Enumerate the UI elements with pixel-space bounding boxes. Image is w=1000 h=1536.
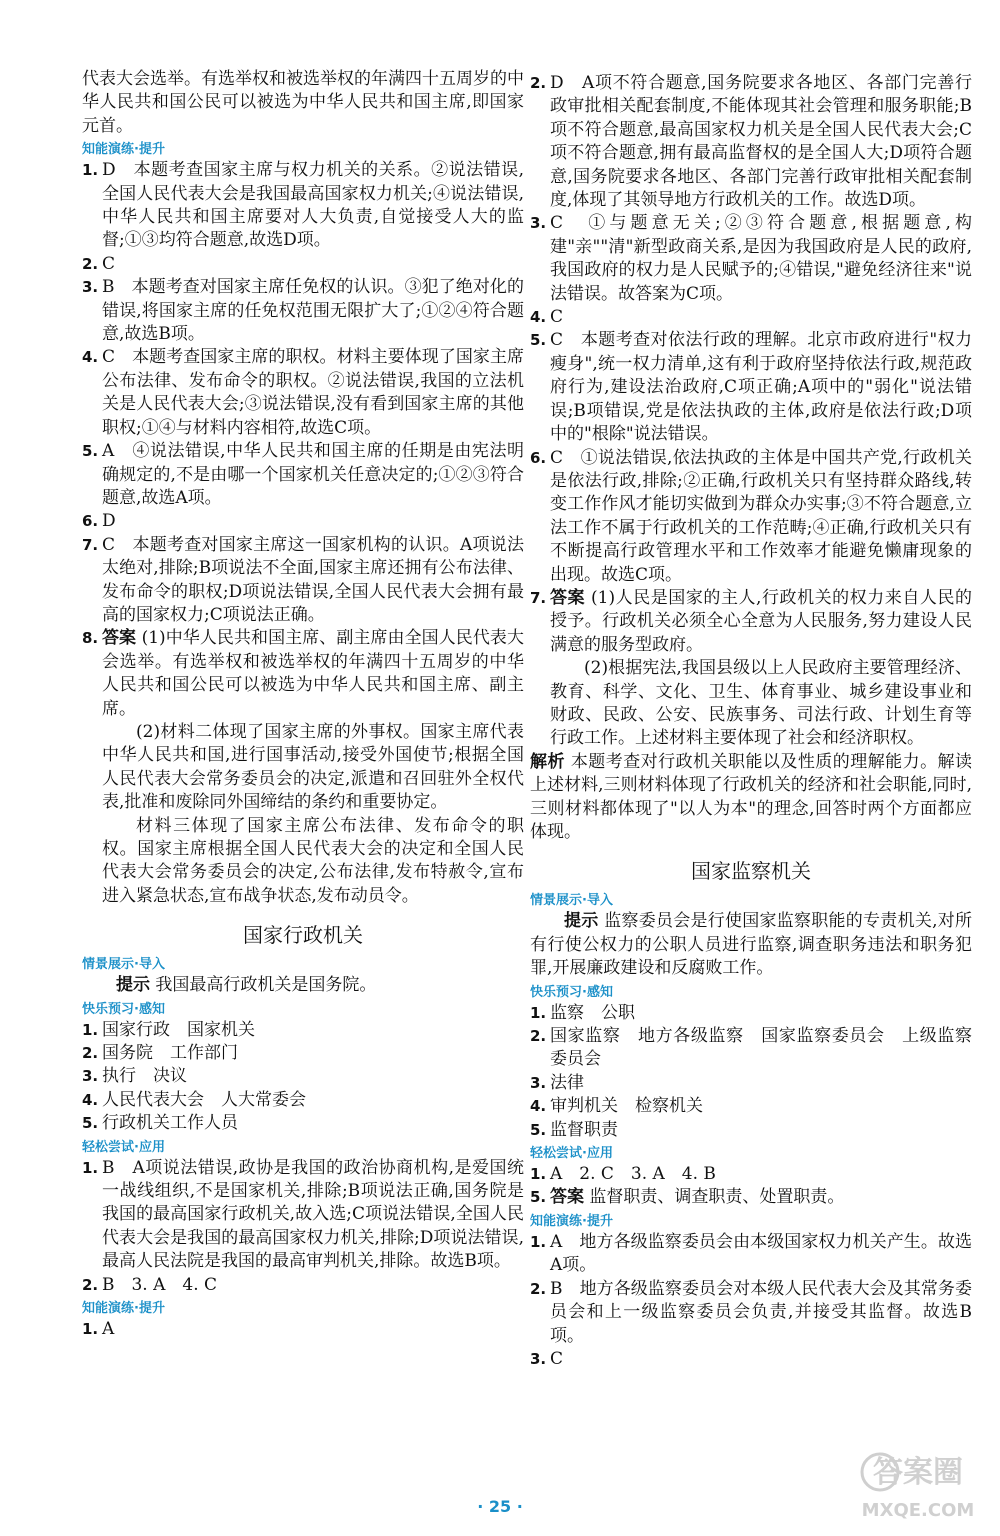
item-number: 1. (82, 1320, 99, 1339)
answer-item (82, 440, 524, 510)
page-number: · 25 · (477, 1497, 523, 1516)
answer-item (82, 1065, 524, 1088)
item-text: 国家行政 国家机关 (102, 1019, 255, 1040)
section-tag: 轻松尝试·应用 (530, 1146, 613, 1162)
answer-list (82, 1318, 524, 1341)
section-title: 国家监察机关 (691, 859, 811, 884)
answer-paragraph: (2)材料二体现了国家主席的外事权。国家主席代表中华人民共和国,进行国事活动,接受外国使节;根据全国人民代表大会常务委员会的决定,派遣和召回驻外全权代表,批准和废除同外国缔结的条约和重要协定。 (102, 721, 524, 813)
item-number: 1. (82, 1158, 99, 1177)
answer-item-5 (530, 1186, 972, 1209)
answer-item (530, 447, 972, 587)
hint-label: 提示 (116, 975, 150, 996)
answer-item (82, 346, 524, 440)
item-number: 7. (82, 535, 99, 554)
section-tag: 快乐预习·感知 (82, 1001, 165, 1017)
item-number: 4. (530, 308, 547, 327)
item-text: C 本题考查国家主席的职权。材料主要体现了国家主席公布法律、发布命令的职权。②说法错误,我国的立法机关是人民代表大会;③说法错误,没有看到国家主席的其他职权;①④与材料内容相符,故选C项。 (102, 347, 524, 438)
hint-text: 我国最高行政机关是国务院。 (155, 975, 377, 996)
answer-text: 监督职责、调查职责、处置职责。 (589, 1187, 845, 1208)
item-text: A 地方各级监察委员会由本级国家权力机关产生。故选A项。 (550, 1231, 972, 1276)
answer-item (82, 1112, 524, 1135)
item-text: C 本题考查对国家主席这一国家机构的认识。A项说法太绝对,排除;B项说法不全面,国家主席还拥有公布法律、发布命令的职权;D项说法错误,全国人民代表大会拥有最高的国家权力;C项说法正确。 (102, 534, 524, 625)
item-number: 5. (530, 1188, 547, 1207)
answer-item (530, 1002, 972, 1025)
answer-item (82, 1089, 524, 1112)
item-number: 4. (82, 348, 99, 367)
item-number: 2. (530, 1027, 547, 1046)
item-number: 5. (530, 1120, 547, 1139)
item-text: C ①与题意无关;②③符合题意,根据题意,构建"亲""清"新型政商关系,是因为我国政府是人民的政府,我国政府的权力是人民赋予的;④错误,"避免经济往来"说法错误。故答案为C项。 (550, 213, 972, 304)
item-text: 行政机关工作人员 (102, 1113, 238, 1134)
answer-list (530, 1231, 972, 1371)
answer-item (82, 1274, 524, 1297)
answer-item (530, 306, 972, 329)
hint-paragraph (82, 974, 524, 997)
answer-item (530, 1348, 972, 1371)
answer-item (530, 1095, 972, 1118)
item-text: C (550, 1348, 564, 1369)
item-text: B A项说法错误,政协是我国的政治协商机构,是爱国统一战线组织,不是国家机关,排除;B项说法正确,国务院是我国的最高国家行政机关,故入选;C项说法错误,全国人民代表大会是我国的最高国家权力机关,排除;D项说法错误,最高人民法院是我国的最高审判机关,排除。故选B项。 (102, 1157, 524, 1272)
answer-item (82, 1019, 524, 1042)
answer-list (530, 1002, 972, 1142)
item-text: B 3. A 4. C (102, 1274, 218, 1295)
item-text: C 本题考查对依法行政的理解。北京市政府进行"权力瘦身",统一权力清单,这有利于政府坚持依法行政,规范政府行为,建设法治政府,C项正确;A项中的"弱化"说法错误;B项错误,党是依法执政的主体,政府是依法行政;D项中的"根除"说法错误。 (550, 330, 972, 445)
item-text: A ④说法错误,中华人民共和国主席的任期是由宪法明确规定的,不是由哪一个国家机关任意决定的;①②③符合题意,故选A项。 (102, 441, 524, 508)
item-number: 8. (82, 629, 99, 648)
hint-text: 监察委员会是行使国家监察职能的专责机关,对所有行使公权力的公职人员进行监察,调查职务违法和职务犯罪,开展廉政建设和反腐败工作。 (530, 911, 973, 979)
item-text: C ①说法错误,依法执政的主体是中国共产党,行政机关是依法行政,排除;②正确,行政机关只有坚持群众路线,转变工作作风才能切实做到为群众办实事;③不符合题意,立法工作不属于行政机关的工作范畴;④正确,行政机关只有不断提高行政管理水平和工作效率才能避免懒庸现象的出现。故选C项。 (550, 447, 972, 585)
answer-item (82, 276, 524, 346)
answer-item (530, 1072, 972, 1095)
answer-item-8 (82, 627, 524, 721)
answer-item (530, 212, 972, 306)
answer-paragraph: (2)根据宪法,我国县级以上人民政府主要管理经济、教育、科学、文化、卫生、体育事业、城乡建设事业和财政、民政、公安、民族事务、司法行政、计划生育等行政工作。上述材料主要体现了社会和经济职权。 (550, 658, 972, 749)
answer-item (530, 1163, 972, 1186)
answer-item (530, 329, 972, 446)
item-number: 3. (82, 278, 99, 297)
answer-text: (1)中华人民共和国主席、副主席由全国人民代表大会选举。有选举权和被选举权的年满四十五周岁的中华人民共和国公民可以被选为中华人民共和国主席、副主席。 (102, 628, 524, 719)
item-number: 3. (530, 214, 547, 233)
item-text: 法律 (550, 1072, 584, 1093)
answer-item (530, 1119, 972, 1142)
item-number: 4. (530, 1097, 547, 1116)
answer-label: 答案 (550, 587, 586, 608)
answer-list (82, 1019, 524, 1136)
watermark-logo (858, 1442, 978, 1526)
section-tag: 知能演练·提升 (82, 1301, 165, 1317)
item-number: 5. (82, 442, 99, 461)
answer-list (82, 1157, 524, 1297)
section-tag: 情景展示·导入 (82, 957, 165, 973)
answer-item-7 (530, 587, 972, 657)
item-text: 人民代表大会 人大常委会 (102, 1089, 306, 1110)
answer-item (82, 1157, 524, 1274)
answer-label: 答案 (102, 628, 137, 649)
hint-paragraph (530, 910, 972, 980)
section-tag: 快乐预习·感知 (530, 984, 613, 1000)
answer-item (82, 159, 524, 253)
item-text: B 本题考查对国家主席任免权的认识。③犯了绝对化的错误,将国家主席的任免权范围无限扩大了;①②④符合题意,故选B项。 (102, 277, 524, 345)
item-number: 2. (530, 74, 547, 92)
analysis-paragraph (530, 751, 972, 845)
section-tag: 知能演练·提升 (82, 142, 165, 158)
section-tag: 知能演练·提升 (530, 1213, 613, 1229)
item-text: A 2. C 3. A 4. B (550, 1164, 716, 1185)
item-number: 6. (82, 512, 99, 531)
item-text: 监察 公职 (550, 1002, 635, 1023)
intro-text: 代表大会选举。有选举权和被选举权的年满四十五周岁的中华人民共和国公民可以被选为中华人民共和国主席,即国家元首。 (82, 69, 524, 136)
item-text: D A项不符合题意,国务院要求各地区、各部门完善行政审批相关配套制度,不能体现其社会管理和服务职能;B项不符合题意,最高国家权力机关是全国人民代表大会;C项不符合题意,拥有最高监督权的是全国人大;D项符合题意,国务院要求各地区、各部门完善行政审批相关配套制度,体现了其领导地方行政机关的工作。故选D项。 (550, 73, 972, 211)
item-text: 国务院 工作部门 (102, 1043, 238, 1064)
right-column (530, 72, 972, 1371)
item-number: 7. (530, 588, 547, 607)
item-number: 3. (530, 1073, 547, 1092)
item-text: 执行 决议 (102, 1066, 187, 1087)
item-number: 2. (530, 1279, 547, 1298)
answer-item (530, 1025, 972, 1072)
answer-item (82, 1318, 524, 1341)
section-tag: 情景展示·导入 (530, 893, 613, 909)
analysis-label: 解析 (530, 751, 565, 772)
answer-list (530, 1163, 972, 1186)
item-number: 6. (530, 448, 547, 467)
item-number: 5. (530, 331, 547, 350)
item-text: D (102, 511, 116, 532)
item-number: 3. (82, 1067, 99, 1086)
answer-item (82, 1042, 524, 1065)
item-number: 1. (82, 1020, 99, 1039)
answer-item (82, 510, 524, 533)
analysis-text: 本题考查对行政机关职能以及性质的理解能力。解读上述材料,三则材料体现了行政机关的经济和社会职能,同时,三则材料都体现了"以人为本"的理念,回答时两个方面都应体现。 (530, 751, 973, 842)
page-number-value: 25 (488, 1497, 512, 1516)
hint-label: 提示 (564, 911, 599, 932)
answer-item (530, 1278, 972, 1348)
item-text: 审判机关 检察机关 (550, 1096, 703, 1117)
answer-paragraph: 材料三体现了国家主席公布法律、发布命令的职权。国家主席根据全国人民代表大会的决定和全国人民代表大会常务委员会的决定,公布法律,发布特赦令,宣布进入紧急状态,宣布战争状态,发布动员令。 (102, 815, 524, 906)
item-number: 1. (82, 161, 99, 180)
answer-item (530, 72, 972, 212)
item-number: 2. (82, 1275, 99, 1294)
item-text: D 本题考查国家主席与权力机关的关系。②说法错误,全国人民代表大会是我国最高国家权力机关;④说法错误,中华人民共和国主席要对人大负责,自觉接受人大的监督;①③均符合题意,故选D项。 (102, 160, 524, 251)
answer-text: (1)人民是国家的主人,行政机关的权力来自人民的授予。行政机关必须全心全意为人民服务,努力建设人民满意的服务型政府。 (550, 587, 973, 655)
item-number: 2. (82, 254, 99, 273)
answer-list (530, 72, 972, 587)
left-column (82, 68, 524, 1342)
item-number: 3. (530, 1349, 547, 1368)
section-tag: 轻松尝试·应用 (82, 1139, 165, 1155)
answer-item (530, 1231, 972, 1278)
item-number: 5. (82, 1114, 99, 1133)
item-text: 监督职责 (550, 1119, 618, 1140)
item-text: C (550, 307, 564, 328)
item-number: 1. (530, 1165, 547, 1184)
item-number: 4. (82, 1090, 99, 1109)
section-title: 国家行政机关 (243, 923, 363, 948)
answer-item (82, 253, 524, 276)
item-number: 2. (82, 1044, 99, 1063)
watermark-text-top: 答案圈 (873, 1455, 963, 1490)
item-text: 国家监察 地方各级监察 国家监察委员会 上级监察委员会 (550, 1026, 972, 1070)
item-number: 1. (530, 1003, 547, 1022)
item-text: B 地方各级监察委员会对本级人民代表大会及其常务委员会和上一级监察委员会负责,并接受其监督。故选B项。 (550, 1278, 972, 1346)
answer-item (82, 534, 524, 628)
item-text: A (102, 1319, 115, 1340)
item-number: 1. (530, 1232, 547, 1251)
watermark-text-bottom: MXQE.COM (861, 1500, 975, 1521)
item-text: C (102, 253, 116, 274)
answer-list (82, 159, 524, 627)
answer-label: 答案 (550, 1187, 584, 1208)
